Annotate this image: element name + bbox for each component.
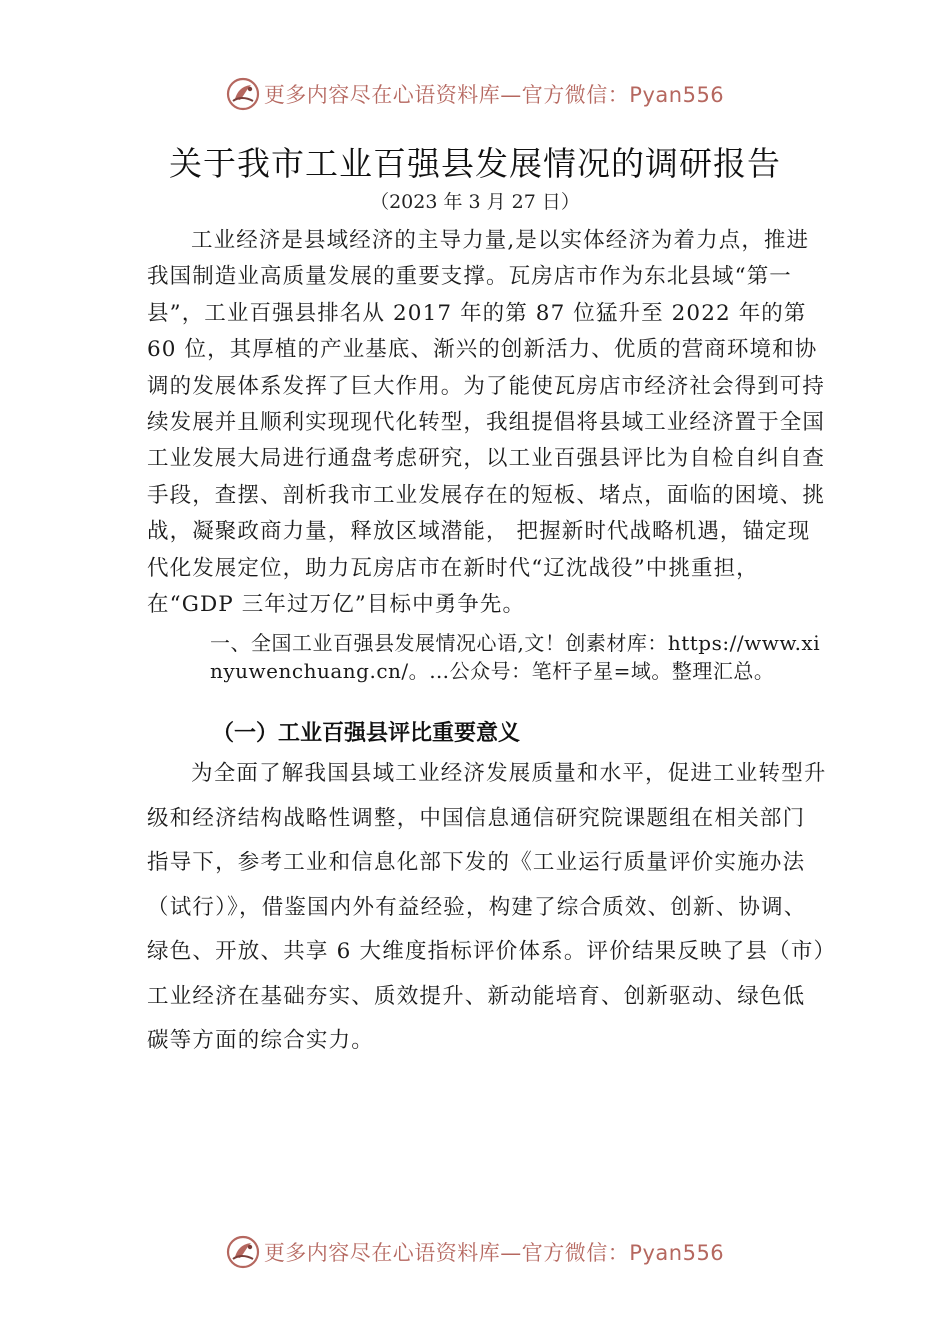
header-banner-text: 更多内容尽在心语资料库—官方微信：Pyan556 [263,83,725,107]
footer-banner [0,1232,950,1272]
body-paragraph: 为全面了解我国县域工业经济发展质量和水平，促进工业转型升级和经济结构战略性调整，中国信息通信研究院课题组在相关部门指导下，参考工业和信息化部下发的《工业运行质量评价实施办法（试行）》，借鉴国内外有益经验，构建了综合质效、创新、协调、绿色、开放、共享 6 大维度指标评价体系。评价结果反映了县（市）工业经济在基础夯实、质效提升、新动能培育、创新驱动、绿色低碳等方面的综合实力。 [147,761,827,1053]
intro-paragraph: 工业经济是县域经济的主导力量,是以实体经济为着力点，推进我国制造业高质量发展的重要支撑。瓦房店市作为东北县域“第一县”，工业百强县排名从 2017 年的第 87 位猛升至 2022 年的第 60 位，其厚植的产业基底、渐兴的创新活力、优质的营商环境和协调的发展体系发挥了巨大作用。为了能使瓦房店市经济社会得到可持续发展并且顺利实现现代化转型，我组提倡将县域工业经济置于全国工业发展大局进行通盘考虑研究，以工业百强县评比为自检自纠自查手段，查摆、剖析我市工业发展存在的短板、堵点，面临的困境、挑战，凝聚政商力量，释放区域潜能， 把握新时代战略机遇，锚定现代化发展定位，助力瓦房店市在新时代“辽沈战役”中挑重担，在“GDP 三年过万亿”目标中勇争先。 [147,228,826,618]
document-date: （2023 年 3 月 27 日） [370,191,580,213]
lotus-logo-icon [226,77,260,111]
footer-banner-text: 更多内容尽在心语资料库—官方微信：Pyan556 [263,1241,725,1265]
document-title: 关于我市工业百强县发展情况的调研报告 [169,144,781,183]
lotus-logo-icon [226,1235,260,1269]
section-one-heading-paragraph: 一、全国工业百强县发展情况心语,文！创素材库：https://www.xinyuwenchuang.cn/。…公众号：笔杆子星=域。整理汇总。 [210,631,821,683]
subsection-heading: （一）工业百强县评比重要意义 [212,721,521,746]
header-banner [0,74,950,114]
